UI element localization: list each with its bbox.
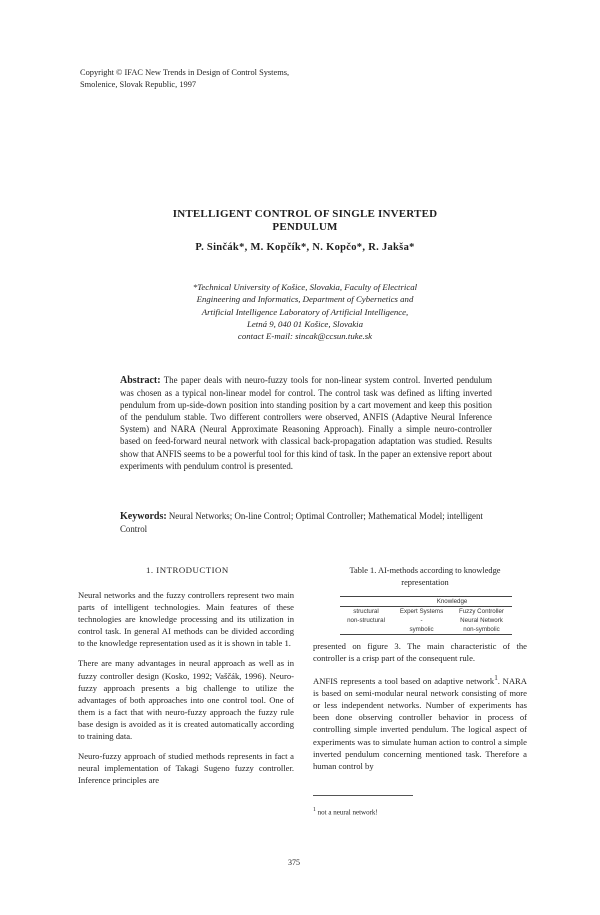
right-column bbox=[313, 640, 527, 780]
footnote-text: not a neural network! bbox=[317, 808, 378, 817]
abstract bbox=[120, 374, 492, 472]
intro-paragraph-1: Neural networks and the fuzzy controllers represent two main parts of intelligent technologies. Main features of these technologies are knowledge processing and its utilization in control task. In general AI methods can be divided according to the knowledge representation used as it is shown in table 1. bbox=[78, 590, 294, 649]
paper-title bbox=[140, 208, 470, 234]
table-cell: Neural Network bbox=[460, 617, 503, 624]
copyright-line-1: Copyright © IFAC New Trends in Design of Control Systems, bbox=[80, 68, 290, 77]
table-cell bbox=[340, 625, 392, 635]
table-cell: non-symbolic bbox=[451, 625, 512, 635]
page-number: 375 bbox=[288, 858, 300, 867]
table-cell: Expert Systems bbox=[399, 608, 444, 615]
affiliation-line-3: Artificial Intelligence Laboratory of Artificial Intelligence, bbox=[201, 306, 409, 317]
footnote-divider bbox=[313, 795, 413, 796]
table-cell: Fuzzy Controller bbox=[458, 608, 504, 615]
anfis-text-start: ANFIS represents a tool based on adaptive network bbox=[313, 676, 495, 687]
keywords-text: Neural Networks; On-line Control; Optimal Controller; Mathematical Model; intelligent Control bbox=[120, 511, 483, 535]
affiliation-contact: contact E-mail: sincak@ccsun.tuke.sk bbox=[237, 331, 373, 342]
knowledge-table bbox=[340, 596, 512, 635]
copyright-notice bbox=[80, 67, 289, 90]
table-row bbox=[340, 616, 512, 625]
table-cell: structural bbox=[353, 608, 379, 615]
copyright-line-2: Smolenice, Slovak Republic, 1997 bbox=[80, 79, 197, 89]
affiliation-line-2: Engineering and Informatics, Department of Cybernetics and bbox=[196, 294, 414, 305]
footnote bbox=[313, 807, 378, 816]
left-column bbox=[78, 589, 294, 794]
title-line-1: INTELLIGENT CONTROL OF SINGLE INVERTED bbox=[172, 208, 438, 220]
table-cell: non-structural bbox=[347, 617, 385, 624]
affiliation-line-1: *Technical University of Košice, Slovakia, Faculty of Electrical bbox=[192, 282, 418, 292]
title-line-2: PENDULUM bbox=[272, 221, 338, 233]
authors: P. Sinčák*, M. Kopčík*, N. Kopčo*, R. Jakša* bbox=[195, 242, 415, 253]
footnote-ref: 1 bbox=[494, 674, 498, 683]
footnote-mark: 1 bbox=[313, 807, 316, 813]
table-header-row bbox=[340, 597, 512, 607]
table-header-spacer bbox=[340, 597, 392, 607]
right-paragraph-1: presented on figure 3. The main characteristic of the controller is a crisp part of the consequent rule. bbox=[313, 641, 527, 664]
abstract-label: Abstract: bbox=[120, 375, 161, 386]
abstract-text: The paper deals with neuro-fuzzy tools for non-linear system control. Inverted pendulum was chosen as a typical non-linear model for control. The control task was defined as lifting inverted pendulum from up-side-down position into standing position by a cart movement and keep this position of the pendulum stable. Two different controllers were observed, ANFIS (Adaptive Neural Inference System) and NARA (Neural Approximate Reasoning Approach). Finally a simple neuro-controller based on feed-forward neural network with classical back-propagation adaptation was studied. Results show that ANFIS seems to be a powerful tool for this kind of task. In the paper an extensive report about experiments with pendulum control is presented. bbox=[120, 375, 493, 471]
intro-paragraph-2: There are many advantages in neural approach as well as in fuzzy controller design (Kosko, 1992; Vaščák, 1996). Neuro-fuzzy approach presents a big challenge to utilize the advantages of both approaches into one control tool. One of them is a fact that with neuro-fuzzy approach the fuzzy rule base design is avoided as it is created automatically according to training data. bbox=[78, 658, 294, 742]
table-row bbox=[340, 625, 512, 635]
table-caption: Table 1. AI-methods according to knowledge representation bbox=[349, 566, 501, 587]
intro-paragraph-3: Neuro-fuzzy approach of studied methods represents in fact a neural implementation of Takagi Sugeno fuzzy controller. Inference principles are bbox=[78, 751, 294, 786]
section-heading-introduction: 1. INTRODUCTION bbox=[146, 565, 229, 575]
table-header-knowledge: Knowledge bbox=[392, 597, 512, 607]
affiliation bbox=[130, 281, 480, 342]
table-cell: - bbox=[420, 617, 423, 624]
anfis-text-rest: . NARA is based on semi-modular neural network consisting of more or less independent networks. Number of experiments has been done observing controller behavior in process of controlling simple inverted pendulum. The logical aspect of experiments was to simulate human action to control a simple inverted pendulum concerning mentioned task. Therefore a human control by bbox=[313, 676, 527, 771]
table-row bbox=[340, 607, 512, 617]
affiliation-line-4: Letná 9, 040 01 Košice, Slovakia bbox=[246, 318, 364, 329]
right-paragraph-2 bbox=[313, 672, 527, 772]
keywords-label: Keywords: bbox=[120, 511, 167, 522]
keywords bbox=[120, 510, 492, 535]
table-cell: symbolic bbox=[392, 625, 451, 635]
